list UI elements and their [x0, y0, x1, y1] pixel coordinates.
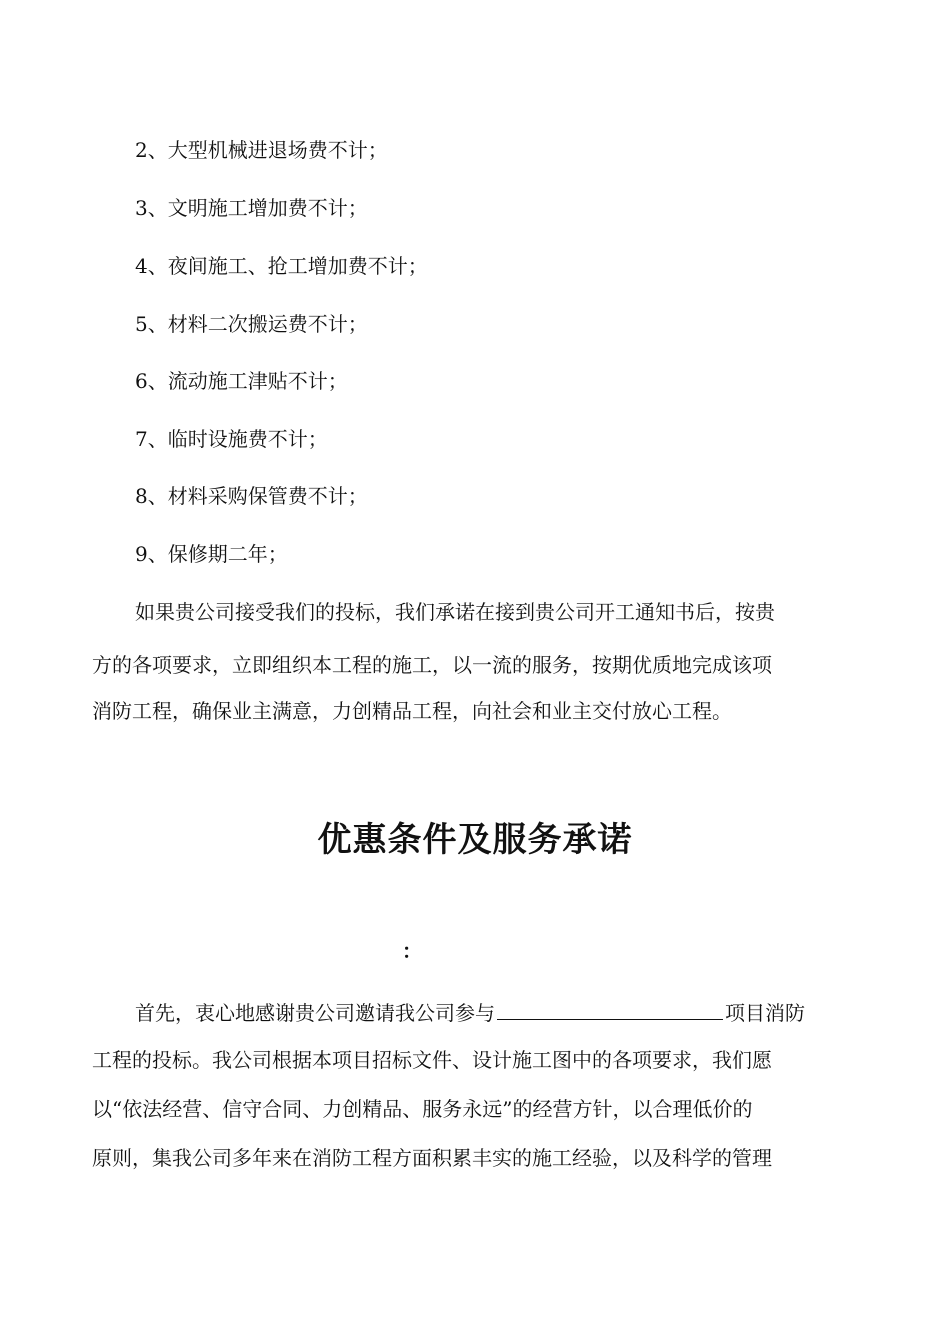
list-item: 6、流动施工津贴不计； [135, 369, 348, 393]
list-item: 9、保修期二年； [135, 542, 288, 566]
section-title: 优惠条件及服务承诺 [317, 820, 633, 860]
paragraph-line: 原则，集我公司多年来在消防工程方面积累丰实的施工经验，以及科学的管理 [92, 1146, 772, 1170]
paragraph-line: 如果贵公司接受我们的投标，我们承诺在接到贵公司开工通知书后，按贵 [135, 600, 775, 624]
list-item: 8、材料采购保管费不计； [135, 484, 368, 508]
paragraph-line: 消防工程，确保业主满意，力创精品工程，向社会和业主交付放心工程。 [92, 699, 732, 723]
paragraph-line: 方的各项要求，立即组织本工程的施工，以一流的服务，按期优质地完成该项 [92, 653, 772, 677]
list-item: 5、材料二次搬运费不计； [135, 312, 368, 336]
paragraph-line-with-blank [135, 997, 901, 1027]
paragraph-line: 以“依法经营、信守合同、力创精品、服务永远”的经营方针，以合理低价的 [92, 1097, 753, 1121]
list-item: 7、临时设施费不计； [135, 427, 328, 451]
paragraph-text: 项目消防 [725, 1001, 805, 1025]
paragraph-text: 首先，衷心地感谢贵公司邀请我公司参与 [135, 1001, 495, 1025]
salutation-colon: ： [402, 939, 422, 963]
paragraph-line: 工程的投标。我公司根据本项目招标文件、设计施工图中的各项要求，我们愿 [92, 1048, 772, 1072]
list-item: 3、文明施工增加费不计； [135, 196, 368, 220]
list-item: 4、夜间施工、抢工增加费不计； [135, 254, 428, 278]
list-item: 2、大型机械进退场费不计； [135, 138, 388, 162]
fill-in-blank[interactable] [497, 997, 723, 1020]
